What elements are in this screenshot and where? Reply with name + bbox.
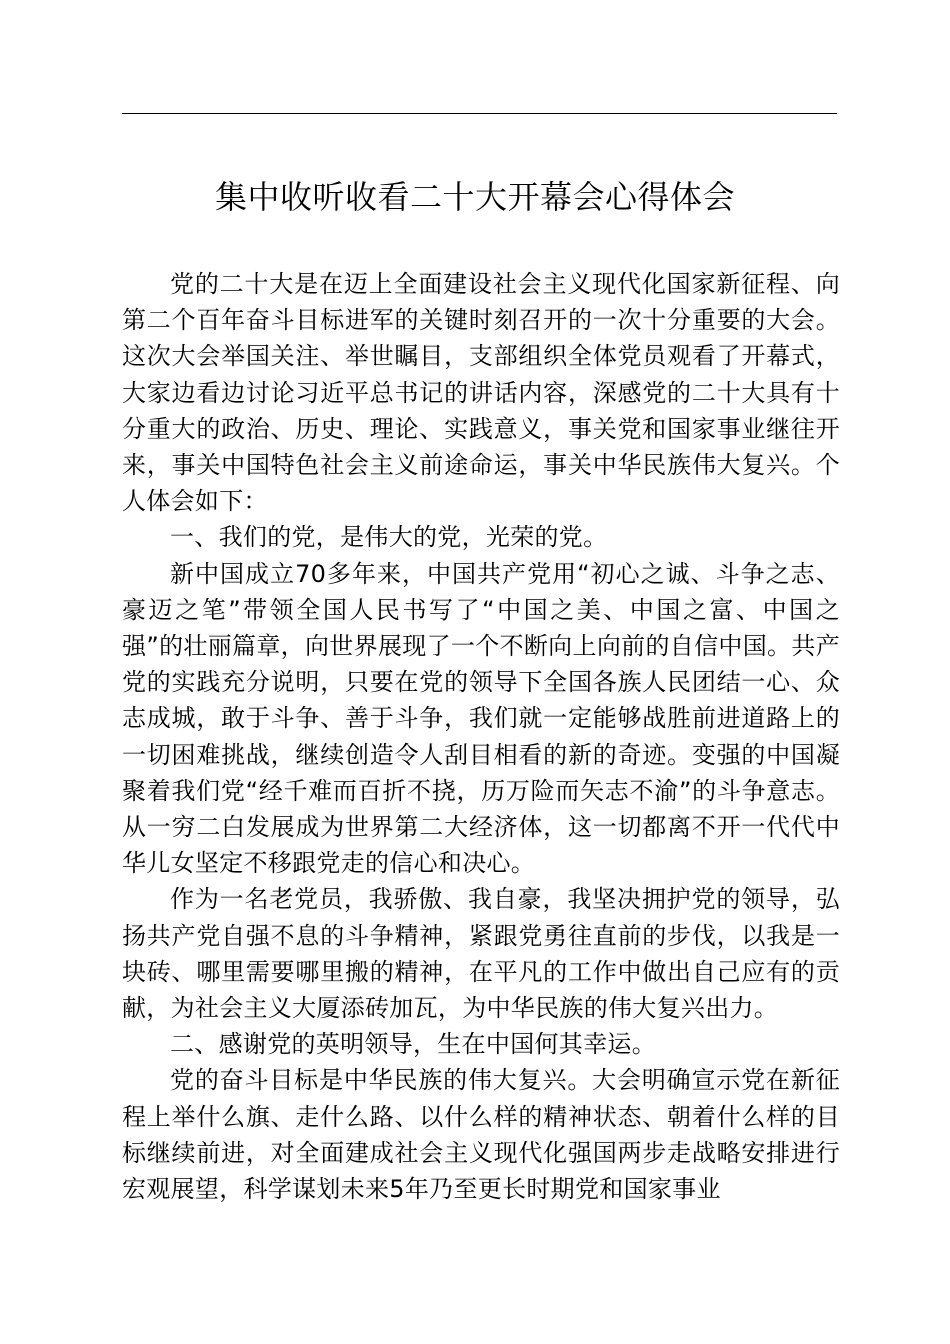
document-title: 集中收听收看二十大开幕会心得体会: [214, 178, 735, 216]
section-heading-2: 二、感谢党的英明领导，生在中国何其幸运。: [170, 1030, 656, 1059]
paragraph-section-2-a: 党的奋斗目标是中华民族的伟大复兴。大会明确宣示党在新征程上举什么旗、走什么路、以什么样的精神状态、朝着什么样的目标继续前进，对全面建成社会主义现代化强国两步走战略安排进行宏观展望，科学谋划未来5年乃至更长时期党和国家事业: [122, 1066, 840, 1204]
paragraph-intro: 党的二十大是在迈上全面建设社会主义现代化国家新征程、向第二个百年奋斗目标进军的关键时刻召开的一次十分重要的大会。这次大会举国关注、举世瞩目，支部组织全体党员观看了开幕式，大家边看边讨论习近平总书记的讲话内容，深感党的二十大具有十分重大的政治、历史、理论、实践意义，事关党和国家事业继往开来，事关中国特色社会主义前途命运，事关中华民族伟大复兴。个人体会如下：: [122, 270, 840, 516]
header-rule: [122, 113, 837, 114]
paragraph-section-1-a: 新中国成立70多年来，中国共产党用“初心之诚、斗争之志、豪迈之笔”带领全国人民书写了“中国之美、中国之富、中国之强”的壮丽篇章，向世界展现了一个不断向上向前的自信中国。共产党的实践充分说明，只要在党的领导下全国各族人民团结一心、众志成城，敢于斗争、善于斗争，我们就一定能够战胜前进道路上的一切困难挑战，继续创造令人刮目相看的新的奇迹。变强的中国凝聚着我们党“经千难而百折不挠，历万险而矢志不渝”的斗争意志。从一穷二白发展成为世界第二大经济体，这一切都离不开一代代中华儿女坚定不移跟党走的信心和决心。: [122, 559, 840, 878]
section-heading-1: 一、我们的党，是伟大的党，光荣的党。: [170, 523, 608, 552]
document-body: [122, 266, 840, 1207]
paragraph-section-1-b: 作为一名老党员，我骄傲、我自豪，我坚决拥护党的领导，弘扬共产党自强不息的斗争精神，紧跟党勇往直前的步伐，以我是一块砖、哪里需要哪里搬的精神，在平凡的工作中做出自己应有的贡献，为社会主义大厦添砖加瓦，为中华民族的伟大复兴出力。: [122, 885, 840, 1023]
